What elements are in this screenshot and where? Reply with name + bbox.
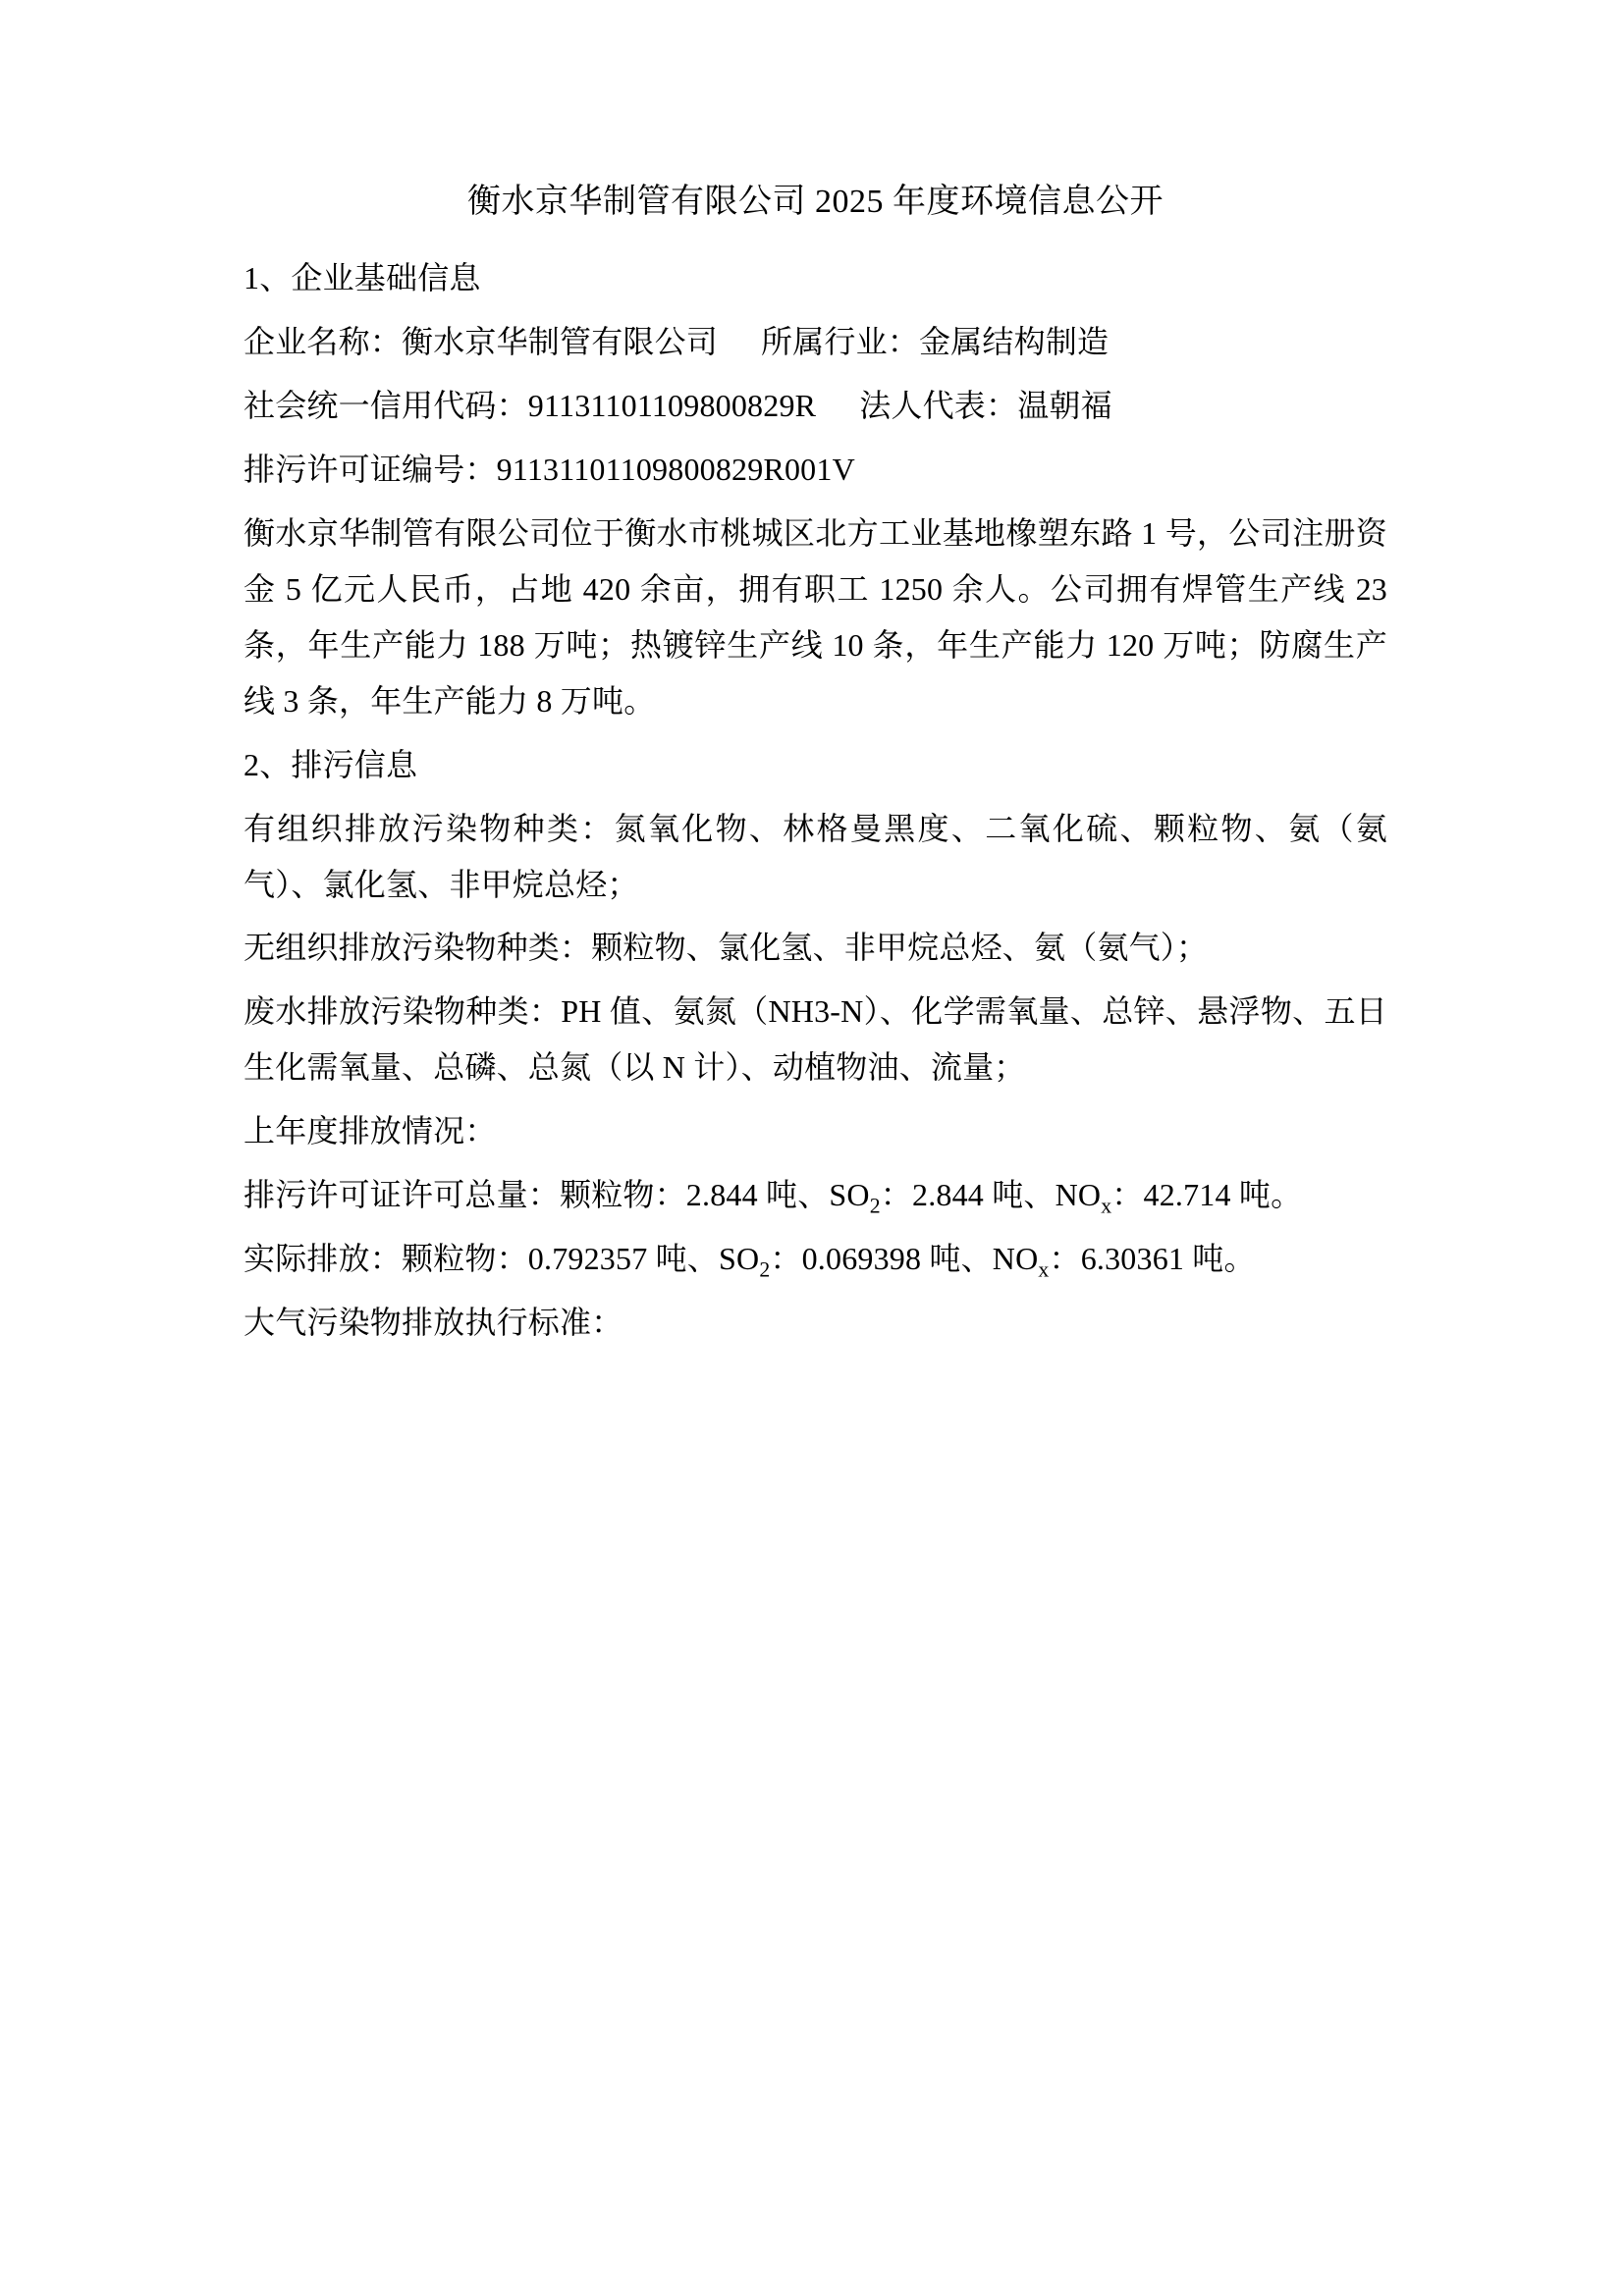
permit-mid-text: ：2.844 吨、NO [880, 1177, 1102, 1213]
document-body [244, 177, 1387, 1359]
permitted-total-amount-line [244, 1167, 1387, 1223]
wastewater-pollutant-types: 废水排放污染物种类：PH 值、氨氮（NH3-N）、化学需氧量、总锌、悬浮物、五日生化需氧量、总磷、总氮（以 N 计）、动植物油、流量； [244, 993, 1387, 1086]
actual-suffix-text: ：6.30361 吨。 [1049, 1241, 1256, 1277]
nox-subscript: x [1038, 1257, 1050, 1282]
last-year-emission-heading: 上年度排放情况： [244, 1113, 497, 1149]
organized-emission-types: 有组织排放污染物种类：氮氧化物、林格曼黑度、二氧化硫、颗粒物、氨（氨气）、氯化氢、非甲烷总烃； [244, 810, 1387, 902]
credit-code-label: 社会统一信用代码：91131101109800829R [244, 387, 817, 423]
actual-mid-text: ：0.069398 吨、NO [770, 1241, 1039, 1277]
credit-code-legal-rep-line [244, 378, 1387, 434]
industry-label: 所属行业：金属结构制造 [761, 323, 1110, 359]
unorganized-emission-types: 无组织排放污染物种类：颗粒物、氯化氢、非甲烷总烃、氨（氨气）； [244, 930, 1209, 966]
company-name-label: 企业名称：衡水京华制管有限公司 [244, 323, 719, 359]
so2-subscript: 2 [869, 1194, 881, 1218]
air-pollutant-standard-heading: 大气污染物排放执行标准： [244, 1305, 623, 1341]
page-title: 衡水京华制管有限公司 2025 年度环境信息公开 [467, 184, 1164, 220]
so2-subscript: 2 [759, 1257, 771, 1282]
section-2-heading: 2、排污信息 [244, 746, 418, 782]
company-overview-paragraph: 衡水京华制管有限公司位于衡水市桃城区北方工业基地橡塑东路 1 号，公司注册资金 5 亿元人民币，占地 420 余亩，拥有职工 1250 余人。公司拥有焊管生产线 23 条，年生产能力 188 万吨；热镀锌生产线 10 条，年生产能力 120 万吨；防腐生产线 3 条，年生产能力 8 万吨。 [244, 514, 1387, 719]
actual-prefix-text: 实际排放：颗粒物：0.792357 吨、SO [244, 1241, 760, 1277]
discharge-permit-number-line: 排污许可证编号：91131101109800829R001V [244, 451, 855, 487]
legal-representative-label: 法人代表：温朝福 [859, 387, 1112, 423]
nox-subscript: x [1101, 1194, 1112, 1218]
actual-emission-line [244, 1231, 1387, 1287]
permit-prefix-text: 排污许可证许可总量：颗粒物：2.844 吨、SO [244, 1177, 870, 1213]
company-name-industry-line [244, 314, 1387, 370]
section-1-heading: 1、企业基础信息 [244, 260, 481, 295]
permit-suffix-text: ：42.714 吨。 [1111, 1177, 1303, 1213]
